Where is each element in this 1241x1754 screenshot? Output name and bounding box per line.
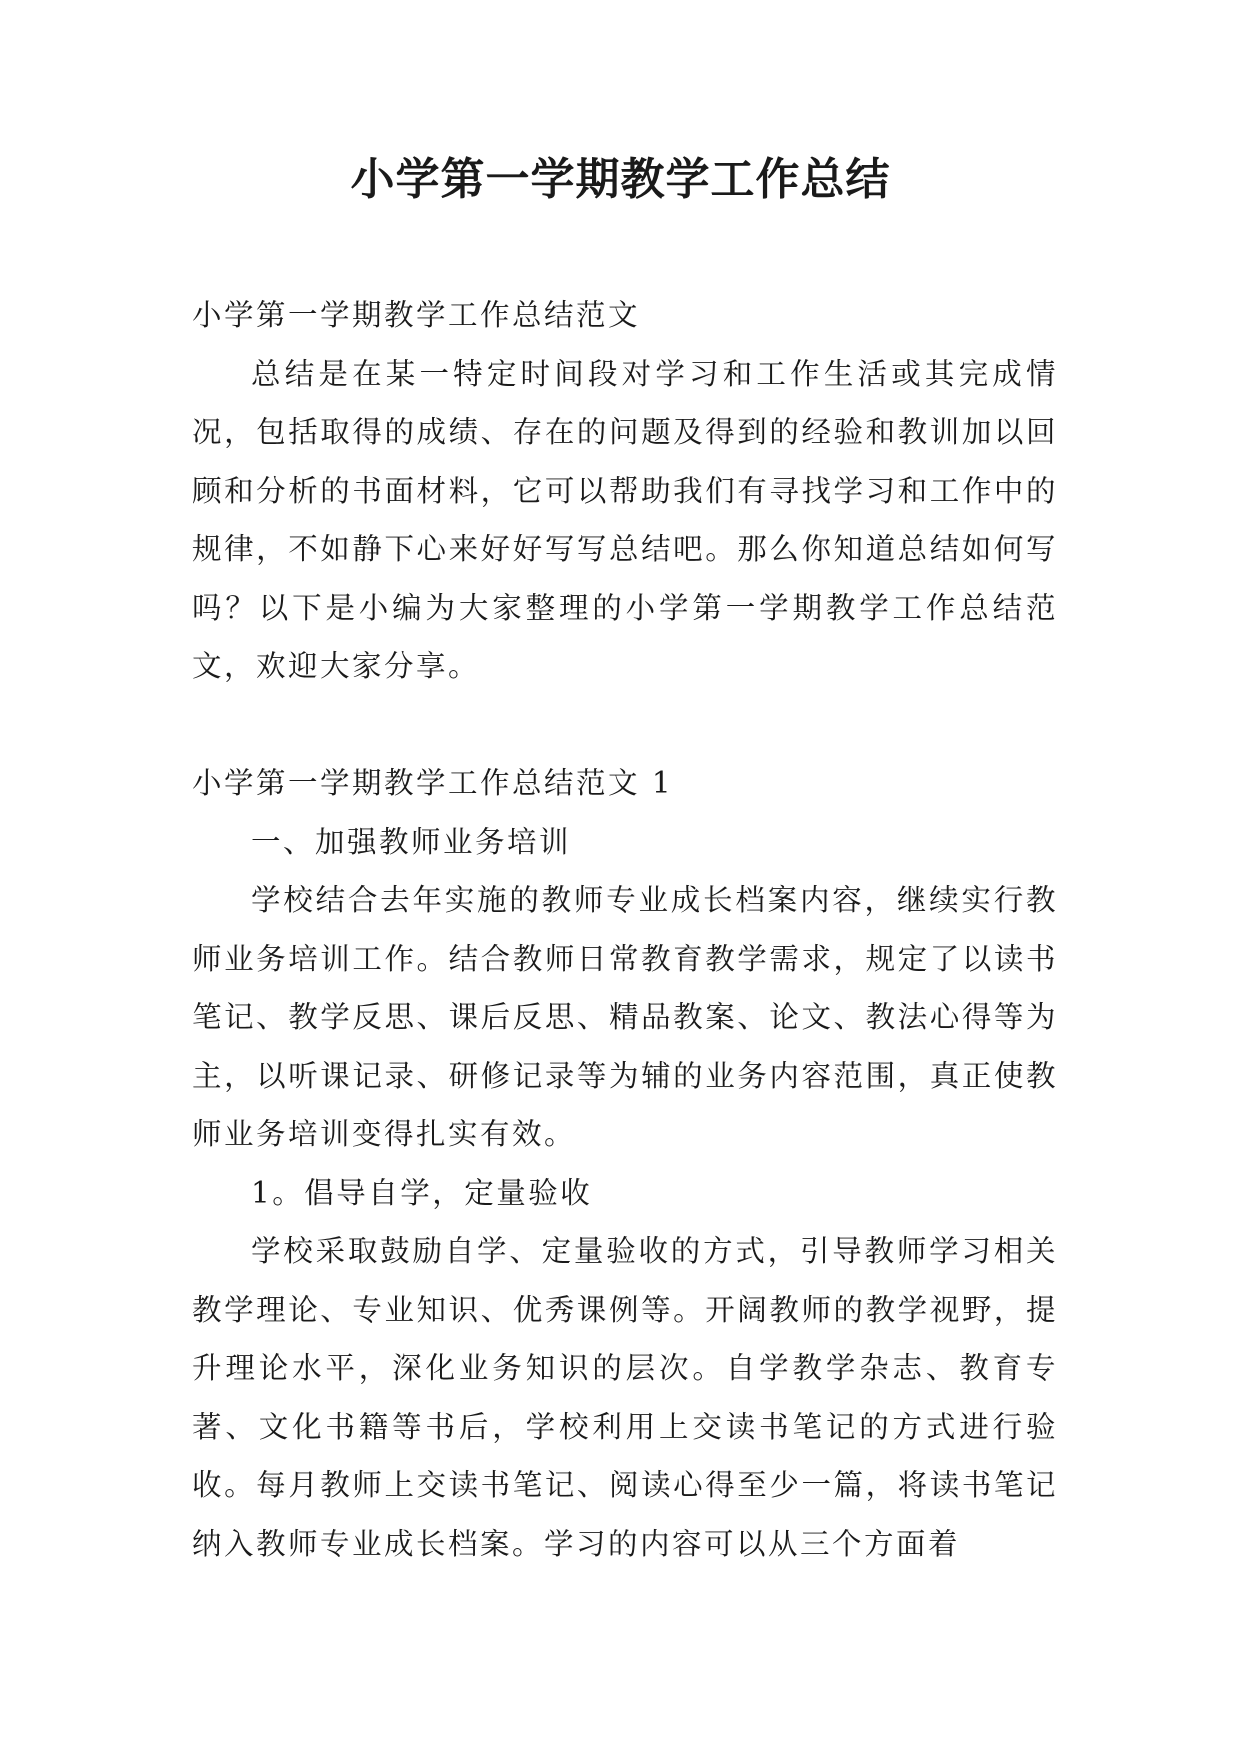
point-paragraph: 学校结合去年实施的教师专业成长档案内容，继续实行教师业务培训工作。结合教师日常教育教学需求，规定了以读书笔记、教学反思、课后反思、精品教案、论文、教法心得等为主，以听课记录、研修记录等为辅的业务内容范围，真正使教师业务培训变得扎实有效。 xyxy=(192,883,1058,1151)
intro-paragraph: 总结是在某一特定时间段对学习和工作生活或其完成情况，包括取得的成绩、存在的问题及得到的经验和教训加以回顾和分析的书面材料，它可以帮助我们有寻找学习和工作中的规律，不如静下心来好好写写总结吧。那么你知道总结如何写吗？以下是小编为大家整理的小学第一学期教学工作总结范文，欢迎大家分享。 xyxy=(192,356,1058,683)
document-body xyxy=(192,286,1058,1573)
subpoint-heading: 1。倡导自学，定量验收 xyxy=(251,1175,593,1210)
subpoint-paragraph: 学校采取鼓励自学、定量验收的方式，引导教师学习相关教学理论、专业知识、优秀课例等。开阔教师的教学视野，提升理论水平，深化业务知识的层次。自学教学杂志、教育专著、文化书籍等书后，学校利用上交读书笔记的方式进行验收。每月教师上交读书笔记、阅读心得至少一篇，将读书笔记纳入教师专业成长档案。学习的内容可以从三个方面着 xyxy=(192,1234,1058,1561)
point-heading: 一、加强教师业务培训 xyxy=(251,824,572,859)
document-title: 小学第一学期教学工作总结 xyxy=(350,154,891,205)
subtitle: 小学第一学期教学工作总结范文 xyxy=(192,298,641,332)
paragraph-gap xyxy=(192,696,1058,755)
section-heading: 小学第一学期教学工作总结范文 1 xyxy=(192,766,674,800)
